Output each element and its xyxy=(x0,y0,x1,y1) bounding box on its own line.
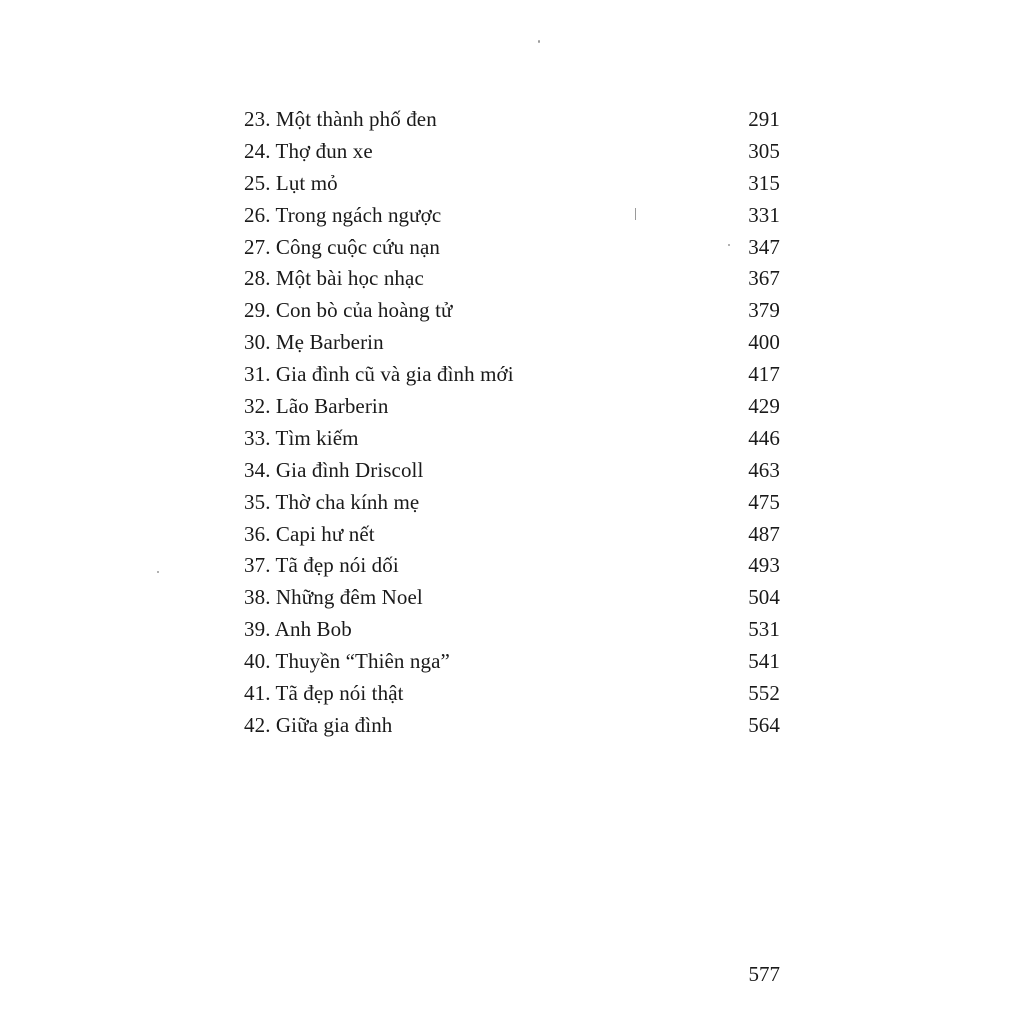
toc-entry-page: 291 xyxy=(748,107,780,131)
toc-entry xyxy=(244,295,780,327)
toc-entry xyxy=(244,232,780,264)
toc-entry xyxy=(244,487,780,519)
toc-entry xyxy=(244,327,780,359)
toc-entry xyxy=(244,646,780,678)
toc-entry-title: 31. Gia đình cũ và gia đình mới xyxy=(244,362,514,387)
toc-entry xyxy=(244,550,780,582)
toc-entry-page: 315 xyxy=(748,170,780,195)
toc-entry-title: 41. Tã đẹp nói thật xyxy=(244,681,404,706)
toc-entry-page: 367 xyxy=(748,266,780,291)
toc-entry xyxy=(244,200,780,232)
toc-entry-title: 23. Một thành phố đen xyxy=(244,107,437,131)
toc-entry-page: 552 xyxy=(748,681,780,706)
toc-entry-page: 379 xyxy=(748,298,780,323)
toc-entry-title: 34. Gia đình Driscoll xyxy=(244,457,424,482)
toc-entry-page: 305 xyxy=(748,138,780,163)
toc-entry-page: 541 xyxy=(748,649,780,674)
toc-entry xyxy=(244,136,780,168)
toc-entry-title: 24. Thợ đun xe xyxy=(244,138,373,163)
toc-entry xyxy=(244,423,780,455)
toc-entry-page: 429 xyxy=(748,394,780,419)
toc-entry-page: 493 xyxy=(748,553,780,578)
toc-entry-title: 36. Capi hư nết xyxy=(244,521,375,546)
toc-entry-title: 26. Trong ngách ngược xyxy=(244,202,442,227)
toc-entry xyxy=(244,391,780,423)
toc-entry-title: 32. Lão Barberin xyxy=(244,394,389,419)
toc-entry-title: 28. Một bài học nhạc xyxy=(244,266,424,291)
toc-entry-page: 531 xyxy=(748,617,780,642)
toc-entry xyxy=(244,263,780,295)
toc-entry-page: 347 xyxy=(748,234,780,259)
toc-entry-page: 400 xyxy=(748,330,780,355)
toc-entry xyxy=(244,359,780,391)
toc-entry xyxy=(244,614,780,646)
toc-entry-title: 29. Con bò của hoàng tử xyxy=(244,298,453,323)
toc-entry-page: 475 xyxy=(748,489,780,514)
toc-entry xyxy=(244,582,780,614)
toc-entry-title: 38. Những đêm Noel xyxy=(244,585,423,610)
page-number: 577 xyxy=(748,962,780,986)
scan-speck xyxy=(157,571,159,573)
toc-entry-title: 33. Tìm kiếm xyxy=(244,425,359,450)
toc-entry-title: 37. Tã đẹp nói dối xyxy=(244,553,399,578)
toc-entry-page: 487 xyxy=(748,521,780,546)
toc-entry xyxy=(244,455,780,487)
toc-entry-title: 39. Anh Bob xyxy=(244,617,352,642)
toc-entry-title: 40. Thuyền “Thiên nga” xyxy=(244,649,450,674)
toc-entry-title: 35. Thờ cha kính mẹ xyxy=(244,489,420,514)
toc-entry xyxy=(244,710,780,742)
toc-entry-page: 417 xyxy=(748,362,780,387)
toc-entry xyxy=(244,104,780,136)
table-of-contents xyxy=(244,104,780,742)
toc-entry-title: 42. Giữa gia đình xyxy=(244,712,393,737)
toc-entry-page: 564 xyxy=(748,712,780,737)
toc-entry-page: 504 xyxy=(748,585,780,610)
toc-entry-page: 446 xyxy=(748,425,780,450)
scan-speck xyxy=(538,40,540,43)
toc-entry xyxy=(244,519,780,551)
toc-entry-page: 331 xyxy=(748,202,780,227)
toc-entry-title: 30. Mẹ Barberin xyxy=(244,330,384,355)
toc-entry xyxy=(244,168,780,200)
toc-entry-title: 27. Công cuộc cứu nạn xyxy=(244,234,441,259)
toc-entry xyxy=(244,678,780,710)
toc-entry-title: 25. Lụt mỏ xyxy=(244,170,338,195)
toc-entry-page: 463 xyxy=(748,457,780,482)
